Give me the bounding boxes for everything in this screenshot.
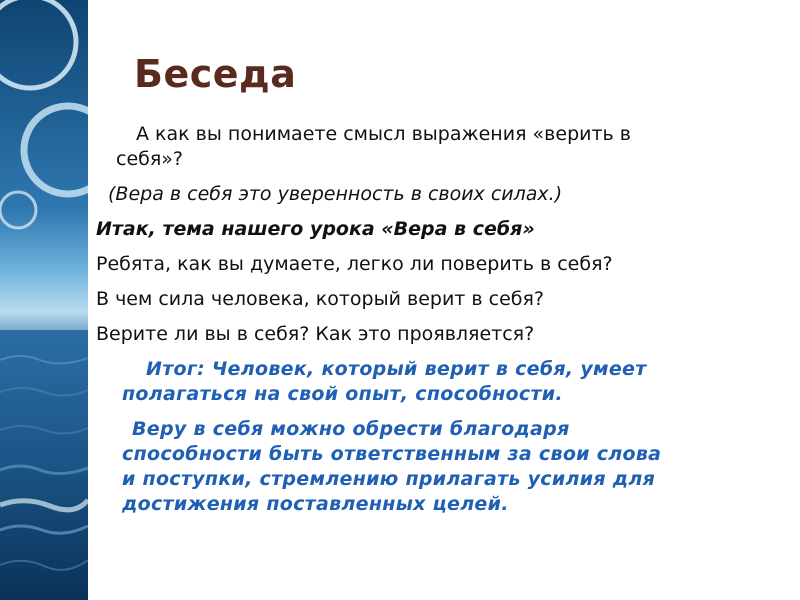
- question-4: Верите ли вы в себя? Как это проявляется?: [96, 323, 535, 345]
- question-2: Ребята, как вы думаете, легко ли поверить в себя?: [96, 253, 613, 275]
- conclusion-line-2: полагаться на свой опыт, способности.: [122, 383, 563, 405]
- question-1-line-2: себя»?: [116, 148, 183, 170]
- question-3: В чем сила человека, который верит в себя?: [96, 288, 545, 310]
- question-1: [96, 122, 786, 172]
- conclusion-block: [96, 357, 786, 407]
- slide-body: [96, 122, 786, 517]
- conclusion-line-1: Итог: Человек, который верит в себя, умеет: [146, 358, 647, 380]
- faith-line-4: достижения поставленных целей.: [122, 493, 509, 515]
- sea-rings-image: [0, 0, 88, 600]
- slide-title: Беседа: [134, 52, 297, 96]
- faith-line-3: и поступки, стремлению прилагать усилия для: [122, 468, 656, 490]
- lesson-topic: Итак, тема нашего урока «Вера в себя»: [96, 218, 535, 240]
- question-1-line-1: А как вы понимаете смысл выражения «верить в: [136, 123, 631, 145]
- faith-line-2: способности быть ответственным за свои слова: [122, 443, 662, 465]
- answer-text: (Вера в себя это уверенность в своих силах.): [108, 183, 563, 205]
- faith-block: [96, 417, 786, 517]
- faith-line-1: Веру в себя можно обрести благодаря: [132, 418, 570, 440]
